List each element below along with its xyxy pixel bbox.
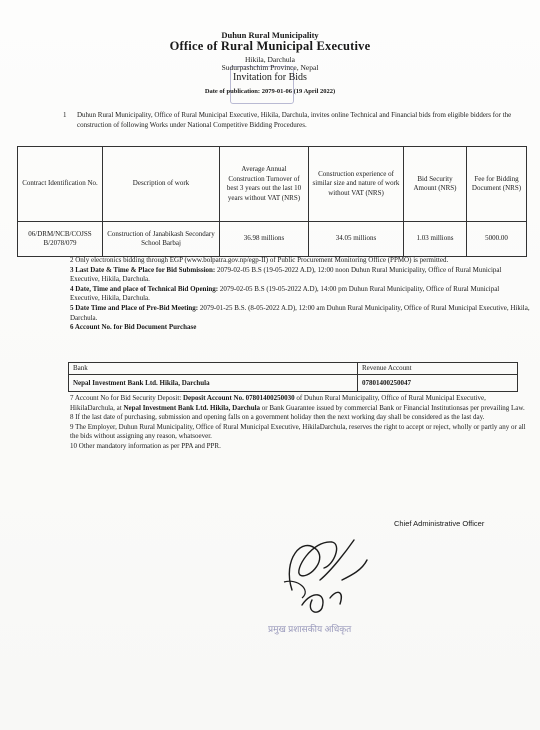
col-description: Description of work	[103, 147, 220, 222]
col-experience: Construction experience of similar size and nature of work without VAT (NRS)	[309, 147, 404, 222]
bid-table-header-row	[18, 147, 527, 222]
invitation-heading: Invitation for Bids	[233, 72, 307, 83]
item-3-label: 3 Last Date & Time & Place for Bid Submission:	[70, 265, 216, 274]
cell-bid-security: 1.03 millions	[404, 222, 467, 257]
intro-paragraph	[63, 111, 523, 130]
cell-experience: 34.05 millions	[309, 222, 404, 257]
cell-description: Construction of Janabikash Secondary School Barbaj	[103, 222, 220, 257]
cell-turnover: 36.98 millions	[220, 222, 309, 257]
item-7-pre: 7 Account No for Bid Security Deposit:	[70, 394, 183, 402]
item-7	[70, 394, 530, 413]
item-4-label: 4 Date, Time and place of Technical Bid Opening:	[70, 284, 219, 293]
items-block-lower	[70, 394, 530, 452]
signatory-title: Chief Administrative Officer	[394, 519, 485, 528]
cell-fee: 5000.00	[467, 222, 527, 257]
col-turnover: Average Annual Construction Turnover of best 3 years out the last 10 years without VAT (NRS)	[220, 147, 309, 222]
item-9: 9 The Employer, Duhun Rural Municipality, Office of Rural Municipal Executive, HikilaDarchula, reserves the right to accept or reject, wholly or partly any or all the bids without assigning any reason, whatsoever.	[70, 422, 526, 441]
item-5-label: 5 Date Time and Place of Pre-Bid Meeting:	[70, 303, 199, 312]
item-7-account: Deposit Account No. 07801400250030	[182, 394, 295, 402]
account-header-row	[69, 363, 518, 375]
item-4	[70, 285, 530, 304]
publication-date: Date of publication: 2079-01-06 (19 April 2022)	[204, 88, 336, 95]
bank-header: Bank	[69, 363, 358, 375]
col-fee: Fee for Bidding Document (NRS)	[467, 147, 527, 222]
item-10: 10 Other mandatory information as per PPA and PPR.	[70, 441, 221, 450]
item-7-bank: Nepal Investment Bank Ltd. Hikila, Darchula	[123, 403, 261, 412]
item-5-text: 2079-01-25 B.S. (8-05-2022 A.D), 12:00 am Duhun Rural Municipality, Office of Rural Municipal Executive, Hikila, Darchula.	[70, 303, 530, 322]
intro-text: Duhun Rural Municipality, Office of Rural Municipal Executive, Hikila, Darchula, invites online Technical and Financial bids from eligible bidders for the construction of following Works under National Competitive Bidding Procedures.	[77, 111, 512, 129]
bank-name: Nepal Investment Bank Ltd. Hikila, Darchula	[69, 375, 358, 392]
item-6-label: 6 Account No. for Bid Document Purchase	[70, 323, 197, 332]
office-title: Office of Rural Municipal Executive	[169, 39, 371, 53]
item-4-text: 2079-02-05 B.S (19-05-2022 A.D), 14:00 pm Duhun Rural Municipality, Office of Rural Municipal Executive, Hikila, Darchula.	[70, 284, 500, 303]
municipality-name: Duhun Rural Municipality	[221, 30, 319, 40]
intro-number: 1	[63, 111, 67, 119]
bid-table	[17, 146, 527, 257]
handwritten-signature	[272, 520, 372, 620]
cell-contract-id: 06/DRM/NCB/COJSS B/2078/079	[18, 222, 103, 257]
revenue-header: Revenue Account	[358, 363, 518, 375]
table-row	[69, 375, 518, 392]
table-row	[18, 222, 527, 257]
col-bid-security: Bid Security Amount (NRS)	[404, 147, 467, 222]
col-contract-id: Contract Identification No.	[18, 147, 103, 222]
item-5	[70, 304, 530, 323]
items-block-upper	[70, 256, 530, 333]
item-2: 2 Only electronics bidding through EGP (www.bolpatra.gov.np/egp-II) of Public Procurement Monitoring Office (PPMO) is permitted.	[70, 256, 449, 264]
account-table	[68, 362, 518, 392]
item-3	[70, 266, 530, 285]
revenue-account: 07801400250047	[358, 375, 518, 392]
item-6	[70, 323, 530, 333]
item-7-post: or Bank Guarantee issued by commercial Bank or Financial Institutionsas per prevailing Law.	[260, 403, 525, 412]
office-location: Hikila, Darchula	[245, 55, 295, 64]
official-seal-text: प्रमुख प्रशासकीय अधिकृत	[268, 624, 352, 634]
item-8: 8 If the last date of purchasing, submission and opening falls on a government holiday then the next working day shall be considered as the last day.	[70, 413, 485, 422]
province-line: Sudurpashchim Province, Nepal	[221, 63, 319, 72]
item-3-text: 2079-02-05 B.S (19-05-2022 A.D), 12:00 noon Duhun Rural Municipality, Office of Rural Municipal Executive, Hikila, Darchula.	[70, 265, 502, 284]
item-7-mid: of Duhun Rural Municipality, Office of Rural Municipal Executive, HikilaDarchula, at	[70, 394, 486, 412]
